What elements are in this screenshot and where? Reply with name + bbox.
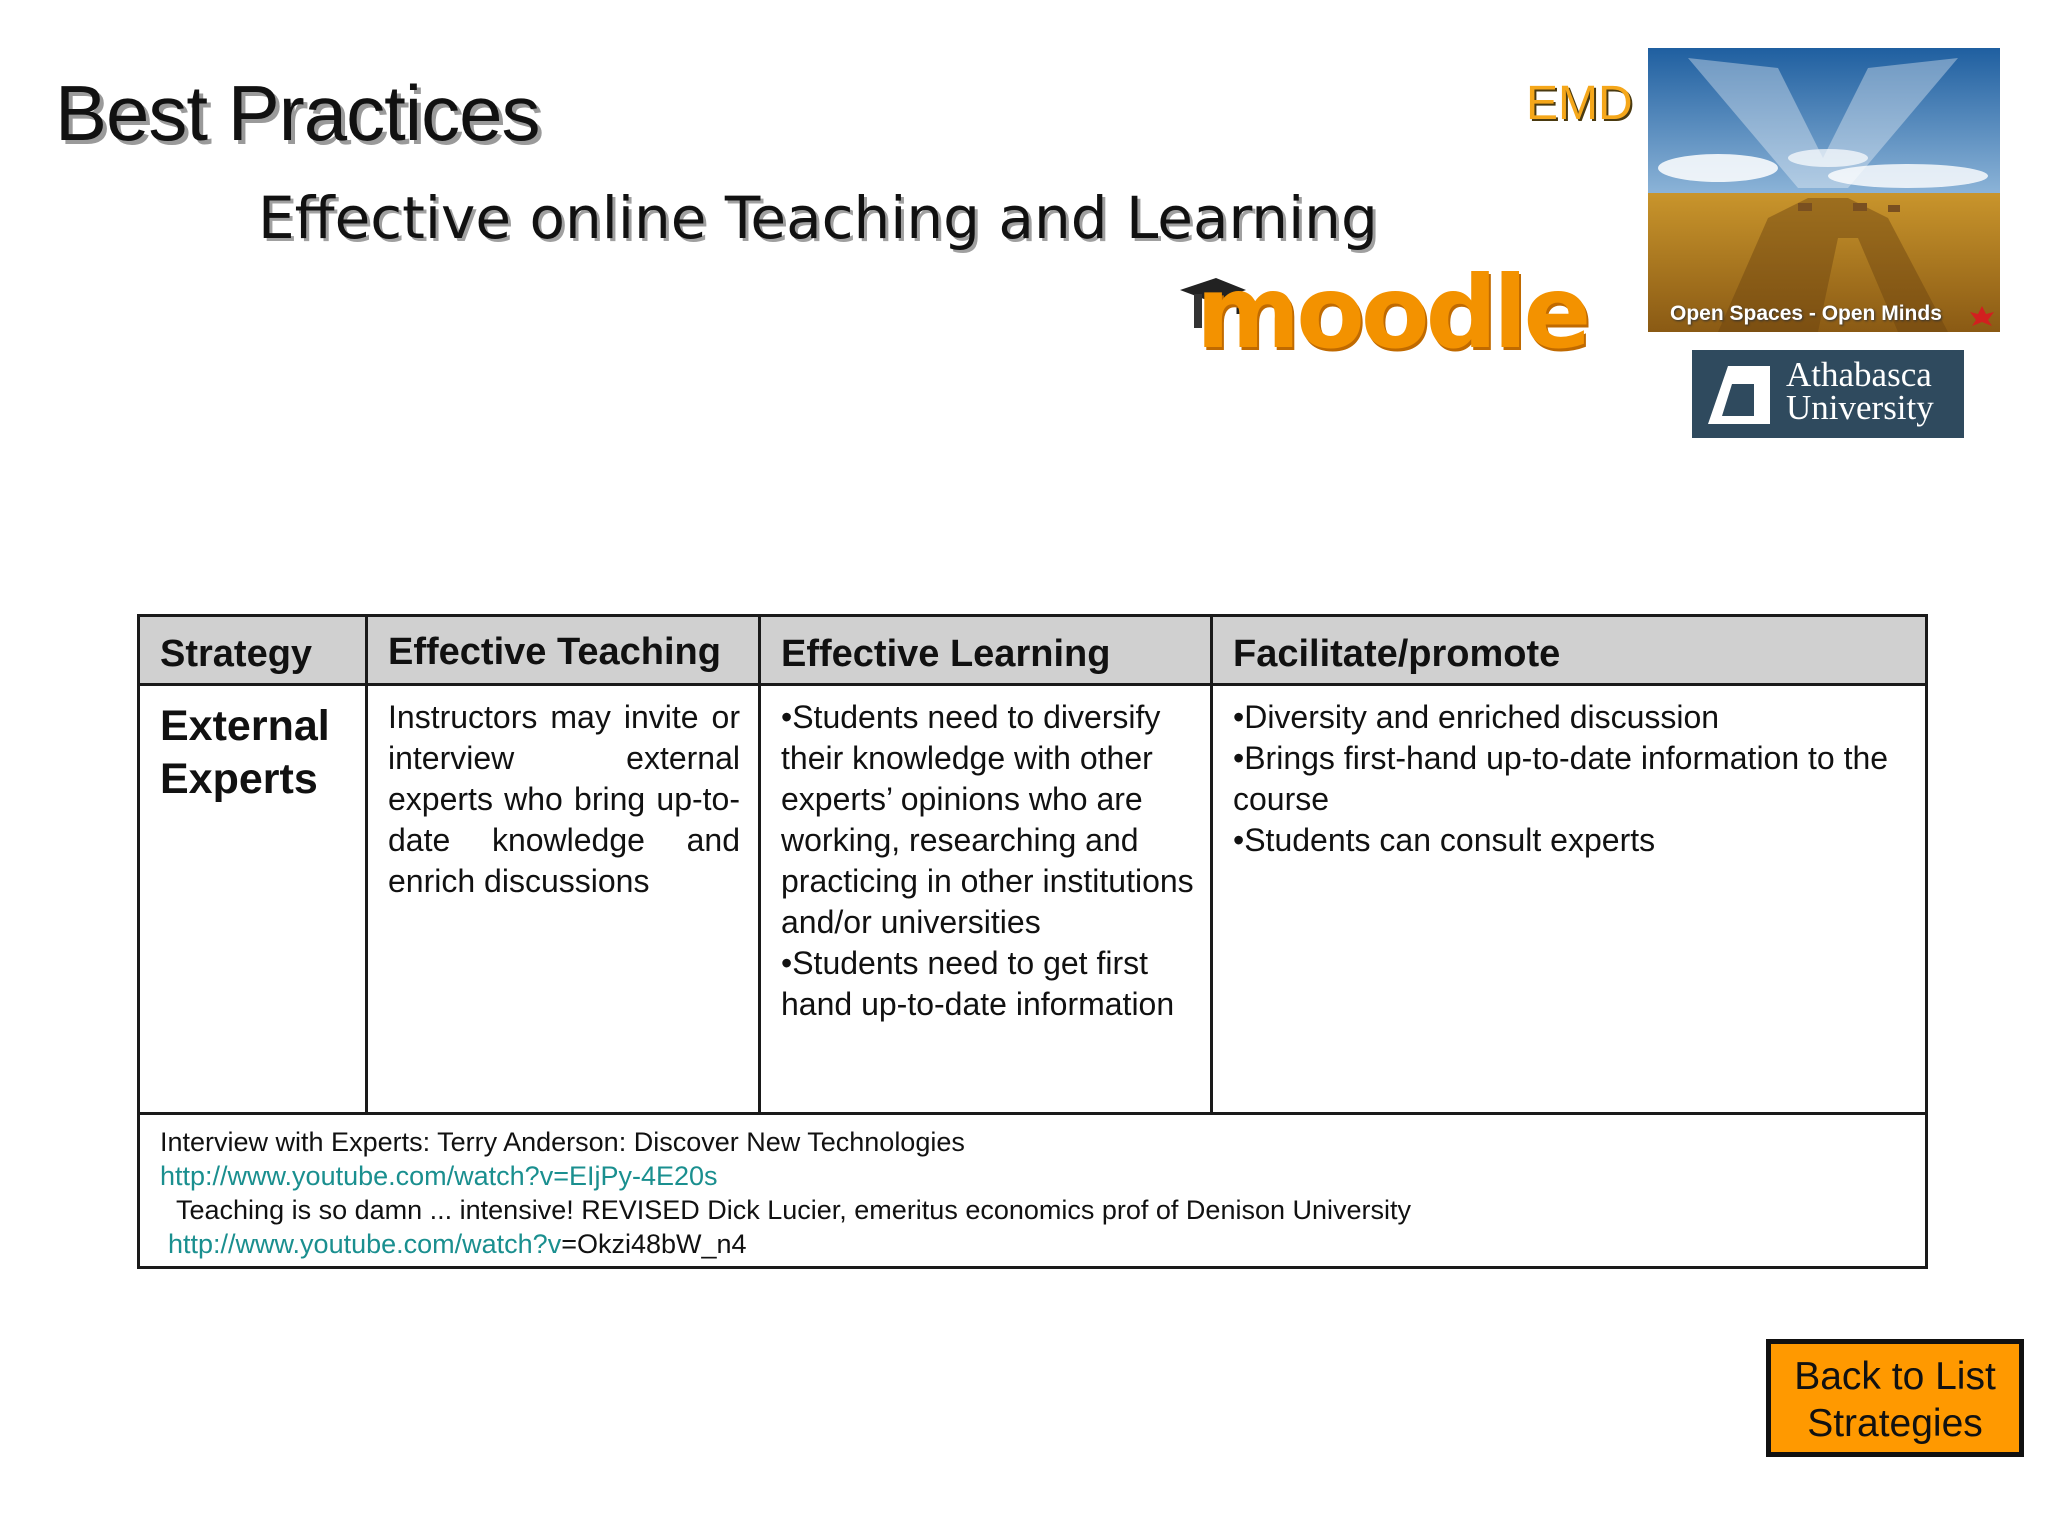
learning-point: •Students need to diversify their knowledge with other experts’ opinions who are working, researching and practicing in other institutions and/or universities [781,699,1194,940]
resource-link-2-suffix: =Okzi48bW_n4 [561,1229,747,1259]
column-divider [1210,617,1213,1115]
facilitate-cell [1233,697,1913,861]
row-strategy-cell: External Experts [160,702,330,803]
athabasca-line-2: University [1786,388,1934,427]
page-subtitle: Effective online Teaching and Learning [258,184,1378,252]
teaching-cell: Instructors may invite or interview external experts who bring up-to-date knowledge and enrich discussions [388,699,740,899]
header-effective-learning: Effective Learning [781,633,1111,675]
resource-link-1[interactable]: http://www.youtube.com/watch?v=EIjPy-4E20s [160,1161,718,1191]
facilitate-point: •Diversity and enriched discussion [1233,699,1720,735]
header-strategy: Strategy [160,633,313,675]
open-spaces-photo [1648,48,2000,332]
photo-caption: Open Spaces - Open Minds [1670,302,1942,325]
header-facilitate-promote: Facilitate/promote [1233,633,1561,675]
header-effective-teaching: Effective Teaching [388,631,721,673]
moodle-wordmark: moodle [1196,254,1588,371]
resource-title-1: Interview with Experts: Terry Anderson: Discover New Technologies [160,1127,965,1157]
back-button-line-2: Strategies [1807,1402,1983,1445]
row-divider [140,1112,1925,1115]
facilitate-point: •Students can consult experts [1233,822,1656,858]
athabasca-university-logo [1692,350,1964,438]
moodle-logo [1176,254,1588,371]
facilitate-point: •Brings first-hand up-to-date information to the course [1233,740,1889,817]
page-title: Best Practices [55,69,540,157]
resource-title-2: Teaching is so damn ... intensive! REVISED Dick Lucier, emeritus economics prof of Denison University [176,1195,1412,1225]
emd-label: EMD [1526,77,1633,130]
learning-point: •Students need to get first hand up-to-date information [781,945,1175,1022]
athabasca-line-1: Athabasca [1786,355,1932,394]
athabasca-emblem-icon [1706,364,1772,426]
resources-footer [160,1125,1411,1261]
column-divider [365,617,368,1115]
column-divider [758,617,761,1115]
learning-cell [781,697,1201,1025]
resource-link-2[interactable]: http://www.youtube.com/watch?v [168,1229,562,1259]
back-to-list-strategies-button[interactable] [1766,1339,2024,1457]
back-button-line-1: Back to List [1794,1355,1996,1398]
strategy-table [137,614,1928,1269]
